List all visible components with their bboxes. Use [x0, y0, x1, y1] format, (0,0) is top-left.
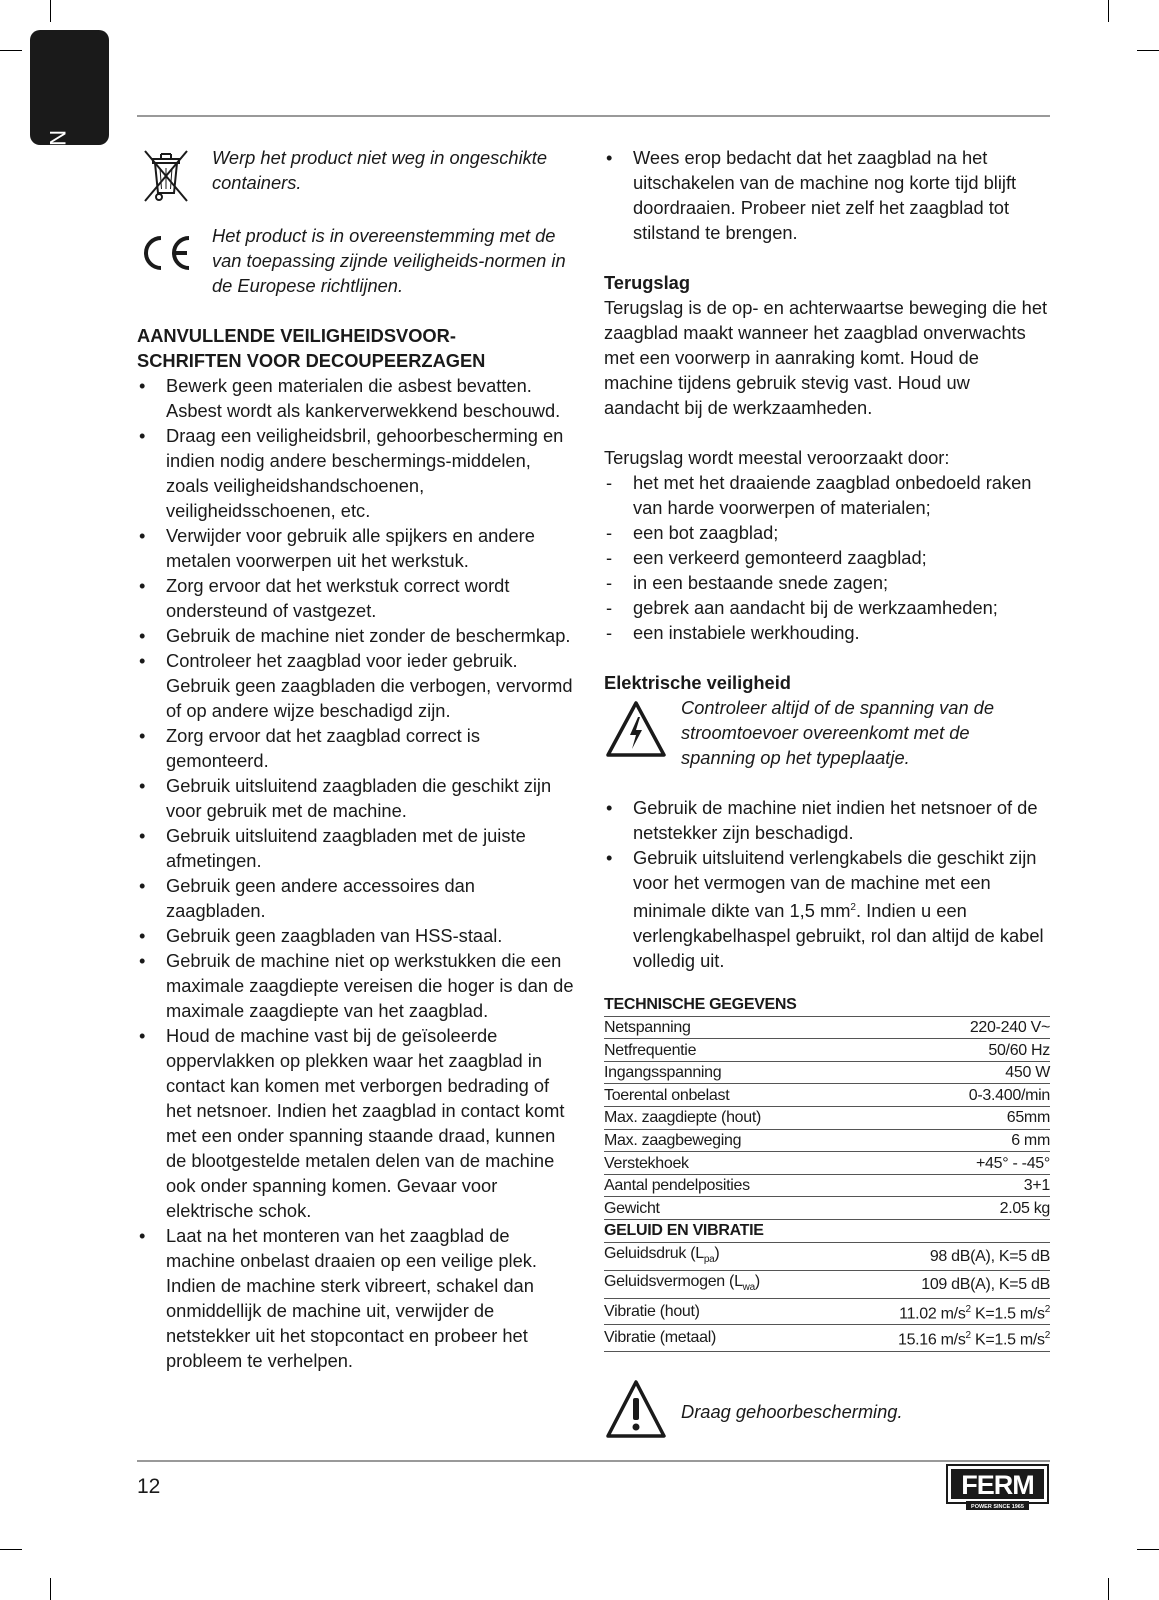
page-number: 12 [137, 1475, 161, 1498]
voltage-warning [604, 695, 1050, 770]
left-column [137, 145, 577, 1373]
warning-icon [604, 1378, 681, 1446]
list-item: • Wees erop bedacht dat het zaagblad na het uitschakelen van de machine nog korte tijd blijft doordraaien. Probeer niet zelf het zaagblad tot stilstand te brengen. [604, 145, 1050, 245]
table-row: Geluidsdruk $(L_{pa})$ 98 dB(A), K=5 dB [604, 1242, 1050, 1270]
table-row: Geluidsvermogen $(L_{wa})$ 109 dB(A), K=5 dB [604, 1270, 1050, 1298]
crop-mark [1137, 50, 1159, 51]
list-item: • Laat na het monteren van het zaagblad de machine onbelast draaien op een veilige plek. Indien de machine sterk vibreert, schakel dan onmiddellijk de machine uit, verwijder de netstekker uit het stopcontact en probeer het probleem te verhelpen. [137, 1223, 577, 1373]
crop-mark [1108, 0, 1109, 22]
table-row: Netspanning 220-240 V~ [604, 1016, 1050, 1039]
list-item: - in een bestaande snede zagen; [604, 570, 1050, 595]
ce-mark-icon [137, 223, 212, 279]
list-item: • Gebruik de machine niet zonder de beschermkap. [137, 623, 577, 648]
disposal-notice [137, 145, 577, 211]
table-row: Aantal pendelposities 3+1 [604, 1174, 1050, 1197]
table-row: Toerental onbelast 0-3.400/min [604, 1084, 1050, 1107]
svg-text:POWER SINCE 1965: POWER SINCE 1965 [971, 1504, 1024, 1510]
kickback-text: Terugslag is de op- en achterwaartse beweging die het zaagblad maakt wanneer het zaagblad onverwachts met een voorwerp in aanraking komt. Houd de machine tijdens gebruik stevig vast. Houd uw aandacht bij de werkzaamheden. [604, 297, 1048, 418]
list-item: - een instabiele werkhouding. [604, 620, 1050, 645]
ce-text: Het product is in overeenstemming met de van toepassing zijnde veiligheids-normen in de Europese richtlijnen. [212, 225, 566, 296]
list-item: • Gebruik geen zaagbladen van HSS-staal. [137, 923, 577, 948]
list-item: • Gebruik uitsluitend zaagbladen met de juiste afmetingen. [137, 823, 577, 873]
language-label: NL [45, 130, 70, 159]
crop-mark [1137, 1549, 1159, 1550]
table-row: Verstekhoek +45° - -45° [604, 1152, 1050, 1175]
list-item: • Gebruik uitsluitend zaagbladen die geschikt zijn voor gebruik met de machine. [137, 773, 577, 823]
list-item: • Draag een veiligheidsbril, gehoorbescherming en indien nodig andere beschermings-middelen, zoals veiligheidshandschoenen, veiligheidsschoenen, etc. [137, 423, 577, 523]
list-item: - een verkeerd gemonteerd zaagblad; [604, 545, 1050, 570]
list-item: • Verwijder voor gebruik alle spijkers en andere metalen voorwerpen uit het werkstuk. [137, 523, 577, 573]
ce-notice [137, 223, 577, 298]
voltage-warning-text: Controleer altijd of de spanning van de stroomtoevoer overeenkomt met de spanning op het typeplaatje. [681, 697, 995, 768]
crop-mark [0, 50, 22, 51]
list-item: • Houd de machine vast bij de geïsoleerde oppervlakken op plekken waar het zaagblad in contact kan komen met verborgen bedrading of het netsnoer. Indien het zaagblad in contact komt met een onder spanning staande draad, kunnen de blootgestelde metalen delen van de machine ook onder spanning komen. Gevaar voor elektrische schok. [137, 1023, 577, 1223]
list-item: - gebrek aan aandacht bij de werkzaamheden; [604, 595, 1050, 620]
kickback-causes-list [604, 470, 1050, 645]
table-row: Gewicht 2.05 kg [604, 1197, 1050, 1220]
spec-title: TECHNISCHE GEGEVENS [604, 994, 1050, 1016]
bottom-rule [137, 1460, 1050, 1462]
right-column [604, 145, 1050, 1446]
crop-mark [1108, 1578, 1109, 1600]
section-heading: AANVULLENDE VEILIGHEIDSVOOR- [137, 325, 456, 346]
table-row: Vibratie (metaal) 15.16 $m/s^2$ K=1.5 $m/s^2$ [604, 1325, 1050, 1351]
list-item: - een bot zaagblad; [604, 520, 1050, 545]
safety-list [137, 373, 577, 1373]
list-item: • Zorg ervoor dat het zaagblad correct is gemonteerd. [137, 723, 577, 773]
ferm-logo [946, 1464, 1049, 1511]
list-item: • Controleer het zaagblad voor ieder gebruik. Gebruik geen zaagbladen die verbogen, vervormd of op andere wijze beschadigd zijn. [137, 648, 577, 723]
list-item: • Bewerk geen materialen die asbest bevatten. Asbest wordt als kankerverwekkend beschouwd. [137, 373, 577, 423]
kickback-title: Terugslag [604, 272, 691, 293]
section-heading: SCHRIFTEN VOOR DECOUPEERZAGEN [137, 350, 486, 371]
list-item: • Gebruik uitsluitend verlengkabels die geschikt zijn voor het vermogen van de machine met een minimale dikte van 1,5 $mm^2$. Indien u een verlengkabelhaspel gebruikt, rol dan altijd de kabel volledig uit. [604, 845, 1050, 973]
spec-table [604, 994, 1050, 1352]
table-row: Vibratie (hout) 11.02 $m/s^2$ K=1.5 $m/s^2$ [604, 1299, 1050, 1325]
disposal-text: Werp het product niet weg in ongeschikte containers. [212, 147, 548, 193]
table-row: Netfrequentie 50/60 Hz [604, 1039, 1050, 1062]
kickback-causes-intro: Terugslag wordt meestal veroorzaakt door: [604, 447, 950, 468]
crop-mark [50, 1578, 51, 1600]
list-item: • Gebruik de machine niet op werkstukken die een maximale zaagdiepte vereisen die hoger is dan de maximale zaagdiepte van het zaagblad. [137, 948, 577, 1023]
hearing-notice [604, 1378, 1050, 1446]
list-item: • Zorg ervoor dat het werkstuk correct wordt ondersteund of vastgezet. [137, 573, 577, 623]
list-item: • Gebruik de machine niet indien het netsnoer of de netstekker zijn beschadigd. [604, 795, 1050, 845]
list-item: - het met het draaiende zaagblad onbedoeld raken van harde voorwerpen of materialen; [604, 470, 1050, 520]
language-tab [30, 30, 109, 159]
wheelie-bin-crossed-icon [137, 145, 212, 211]
electrical-list [604, 795, 1050, 973]
crop-mark [50, 0, 51, 22]
table-row: Ingangsspanning 450 W [604, 1061, 1050, 1084]
table-row: Max. zaagbeweging 6 mm [604, 1129, 1050, 1152]
table-row: Max. zaagdiepte (hout) 65mm [604, 1107, 1050, 1130]
high-voltage-icon [604, 695, 681, 765]
blade-list [604, 145, 1050, 245]
hearing-notice-text: Draag gehoorbescherming. [681, 1401, 903, 1423]
top-rule [137, 115, 1050, 117]
list-item: • Gebruik geen andere accessoires dan zaagbladen. [137, 873, 577, 923]
electrical-title: Elektrische veiligheid [604, 672, 791, 693]
svg-text:FERM: FERM [961, 1470, 1034, 1500]
crop-mark [0, 1549, 22, 1550]
sound-title: GELUID EN VIBRATIE [604, 1220, 1050, 1243]
